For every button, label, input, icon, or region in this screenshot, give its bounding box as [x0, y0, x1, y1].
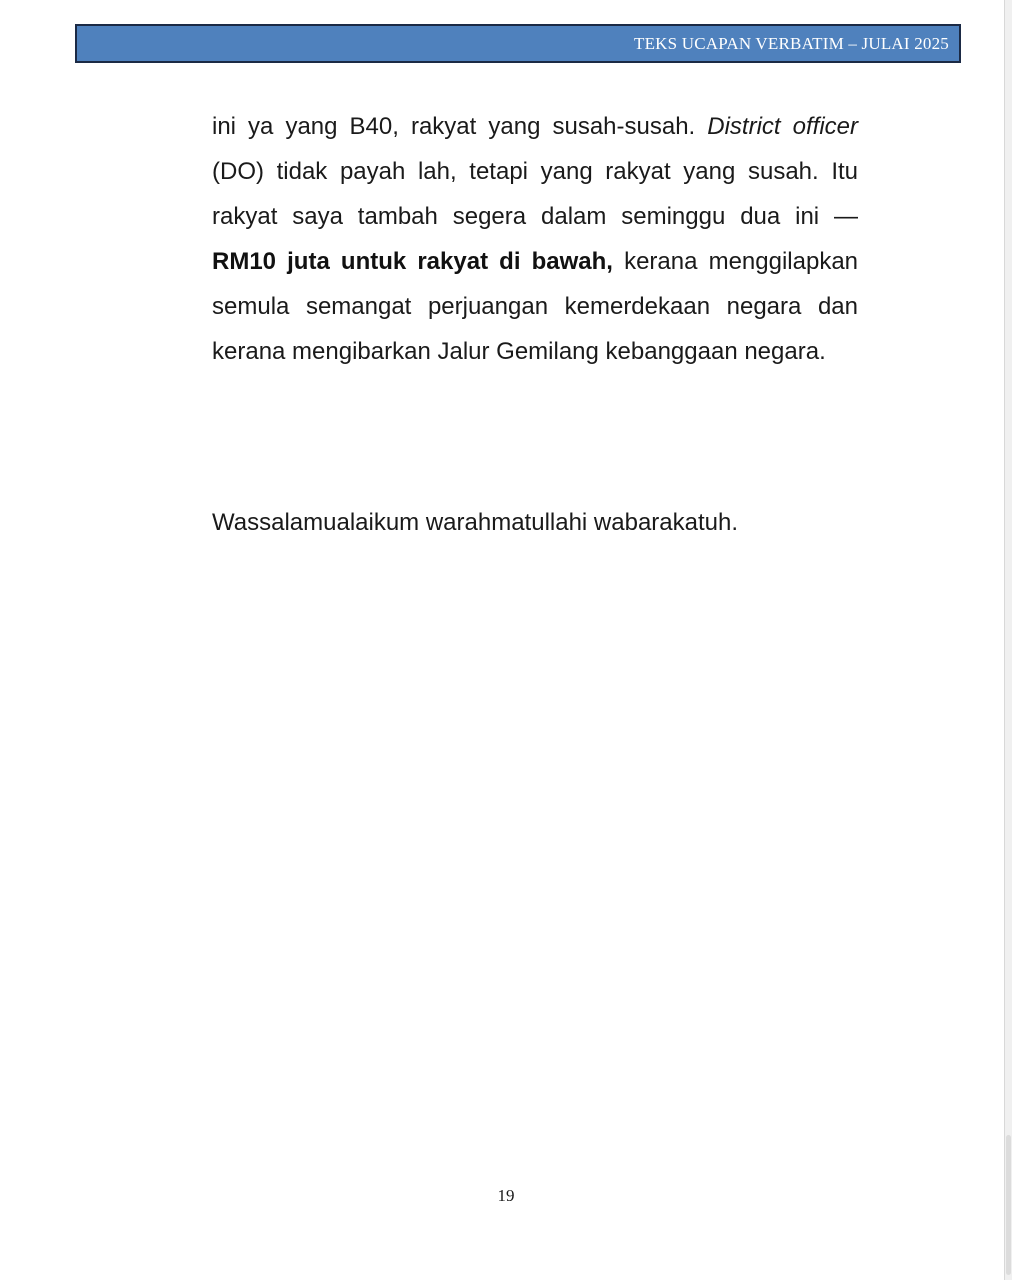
paragraph-text-2: (DO) tidak payah lah, tetapi yang rakyat yang susah. Itu rakyat saya tambah segera dalam seminggu dua ini — — [212, 158, 858, 230]
scrollbar-track[interactable] — [1005, 0, 1012, 1280]
body-paragraph — [212, 104, 858, 374]
page-number: 19 — [497, 1186, 515, 1205]
paragraph-text-3: kerana menggilapkan semula semangat perjuangan kemerdekaan negara dan kerana mengibarkan Jalur Gemilang kebanggaan negara. — [212, 248, 859, 365]
scrollbar-thumb[interactable] — [1006, 1135, 1011, 1275]
header-title: TEKS UCAPAN VERBATIM – JULAI 2025 — [634, 34, 949, 53]
header-banner — [75, 24, 961, 63]
paragraph-italic-term: District officer — [707, 113, 858, 140]
closing-greeting: Wassalamualaikum warahmatullahi wabarakatuh. — [212, 509, 739, 536]
paragraph-bold-highlight: RM10 juta untuk rakyat di bawah, — [212, 248, 613, 275]
paragraph-text-1: ini ya yang B40, rakyat yang susah-susah. — [212, 113, 708, 140]
